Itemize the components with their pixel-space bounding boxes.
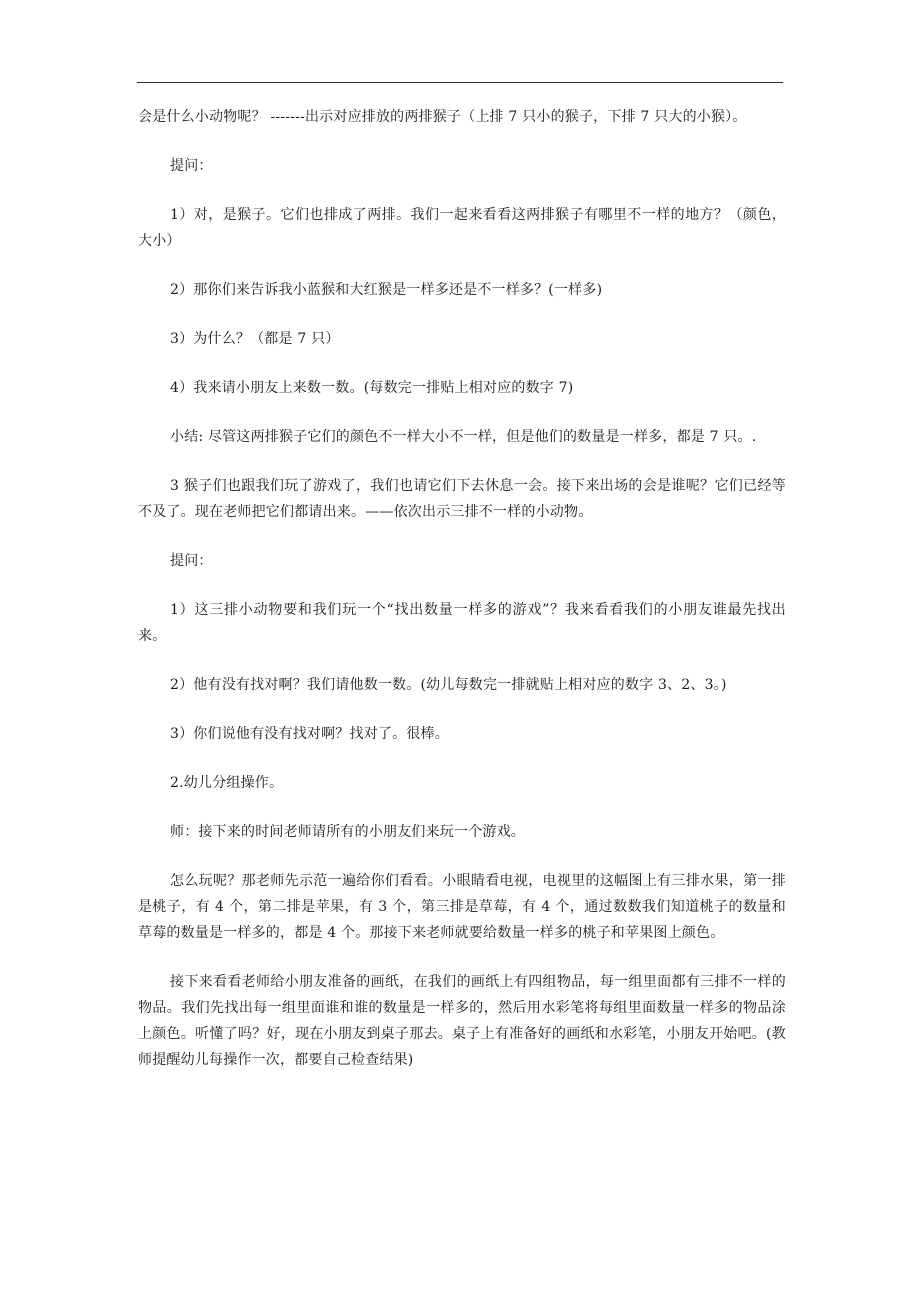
paragraph-question-heading: 提问： [170, 158, 213, 174]
paragraph-question-heading-2: 提问： [170, 553, 213, 569]
paragraph-game-question-1: 1）这三排小动物要和我们玩一个“找出数量一样多的游戏”？我来看看我们的小朋友谁最先找出来。 [138, 602, 786, 644]
paragraph-question-2: 2）那你们来告诉我小蓝猴和大红猴是一样多还是不一样多？(一样多) [170, 282, 603, 298]
paragraph-question-1: 1）对，是猴子。它们也排成了两排。我们一起来看看这两排猴子有哪里不一样的地方？（颜色，大小） [138, 207, 786, 249]
header-rule [137, 82, 783, 83]
paragraph-summary: 小结: 尽管这两排猴子它们的颜色不一样大小不一样，但是他们的数量是一样多，都是 7 只。. [170, 429, 757, 445]
paragraph-teacher-intro: 师：接下来的时间老师请所有的小朋友们来玩一个游戏。 [170, 824, 525, 840]
paragraph-game-question-2: 2）他有没有找对啊？我们请他数一数。(幼儿每数完一排就贴上相对应的数字 3、2、3。) [170, 677, 727, 693]
document-body [138, 104, 786, 1073]
paragraph-group-operation: 2.幼儿分组操作。 [170, 775, 284, 791]
paragraph-monkeys-intro: 会是什么小动物呢？ -------出示对应排放的两排猴子（上排 7 只小的猴子，下排 7 只大的小猴）。 [138, 109, 747, 125]
paragraph-question-4: 4）我来请小朋友上来数一数。(每数完一排贴上相对应的数字 7) [170, 380, 574, 396]
paragraph-three-rows: 3 猴子们也跟我们玩了游戏了，我们也请它们下去休息一会。接下来出场的会是谁呢？它们已经等不及了。现在老师把它们都请出来。——依次出示三排不一样的小动物。 [138, 478, 786, 520]
paragraph-drawing-paper: 接下来看看老师给小朋友准备的画纸，在我们的画纸上有四组物品，每一组里面都有三排不一样的物品。我们先找出每一组里面谁和谁的数量是一样多的，然后用水彩笔将每组里面数量一样多的物品涂上颜色。听懂了吗？好，现在小朋友到桌子那去。桌子上有准备好的画纸和水彩笔，小朋友开始吧。(教师提醒幼儿每操作一次，都要自己检查结果) [138, 974, 786, 1068]
paragraph-game-question-3: 3）你们说他有没有找对啊？找对了。很棒。 [170, 726, 449, 742]
paragraph-question-3: 3）为什么？（都是 7 只） [170, 331, 340, 347]
paragraph-demonstration: 怎么玩呢？那老师先示范一遍给你们看看。小眼睛看电视，电视里的这幅图上有三排水果，第一排是桃子，有 4 个，第二排是苹果，有 3 个，第三排是草莓，有 4 个，通过数数我们知道桃子的数量和草莓的数量是一样多的，都是 4 个。那接下来老师就要给数量一样多的桃子和苹果图上颜色。 [138, 873, 786, 941]
